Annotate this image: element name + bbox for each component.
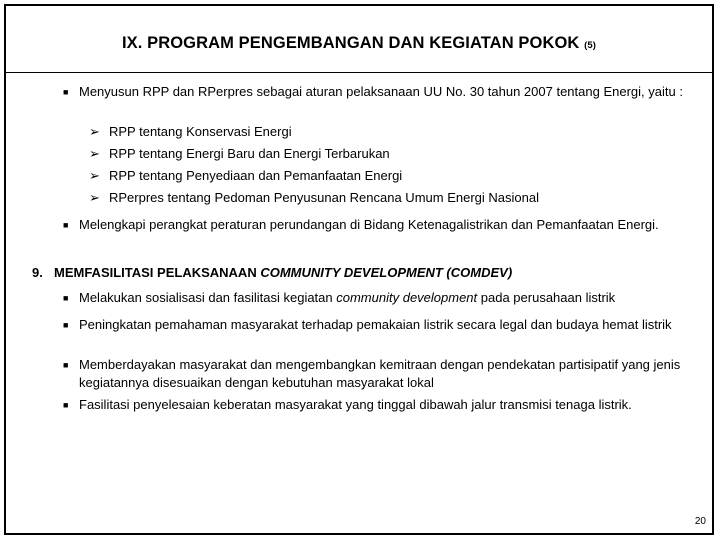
arrow-marker: ➢: [89, 190, 100, 205]
sub-item-energi-baru: RPP tentang Energi Baru dan Energi Terbarukan: [109, 146, 390, 161]
bullet-perangkat-peraturan: Melengkapi perangkat peraturan perundangan di Bidang Ketenagalistrikan dan Pemanfaatan Energi.: [79, 217, 659, 232]
sub-item-rperpres: RPerpres tentang Pedoman Penyusunan Rencana Umum Energi Nasional: [109, 190, 539, 205]
item-sosialisasi-tail: pada perusahaan listrik: [477, 290, 616, 305]
item-sosialisasi: [79, 289, 704, 307]
bullet-marker: ■: [63, 293, 69, 303]
item-fasilitasi-penyelesaian: Fasilitasi penyelesaian keberatan masyarakat yang tinggal dibawah jalur transmisi tenaga listrik.: [79, 397, 632, 412]
title-divider: [6, 72, 712, 73]
sub-item-penyediaan: RPP tentang Penyediaan dan Pemanfaatan Energi: [109, 168, 403, 183]
slide: [4, 4, 714, 535]
item-peningkatan-pemahaman: Peningkatan pemahaman masyarakat terhadap pemakaian listrik secara legal dan budaya hemat listrik: [79, 317, 672, 332]
arrow-marker: ➢: [89, 124, 100, 139]
item-memberdayakan: Memberdayakan masyarakat dan mengembangkan kemitraan dengan pendekatan partisipatif yang jenis kegiatannya disesuaikan dengan kebutuhan masyarakat lokal: [79, 357, 681, 390]
section-9-heading: [32, 264, 512, 282]
slide-title-text: IX. PROGRAM PENGEMBANGAN DAN KEGIATAN POKOK: [121, 34, 580, 52]
bullet-marker: ■: [63, 320, 69, 330]
bullet-marker: ■: [63, 400, 69, 410]
item-sosialisasi-text: Melakukan sosialisasi dan fasilitasi kegiatan: [79, 290, 337, 305]
page-number: 20: [694, 516, 706, 527]
slide-title: [6, 34, 712, 53]
item-sosialisasi-italic: community development: [336, 290, 478, 305]
bullet-marker: ■: [63, 220, 69, 230]
slide-title-suffix: (5): [584, 40, 597, 51]
bullet-rpp-rperpres: Menyusun RPP dan RPerpres sebagai aturan pelaksanaan UU No. 30 tahun 2007 tentang Energi, yaitu :: [79, 84, 683, 99]
bullet-marker: ■: [63, 360, 69, 370]
arrow-marker: ➢: [89, 168, 100, 183]
section-number: 9.: [32, 265, 43, 280]
section-heading-italic: COMMUNITY DEVELOPMENT (COMDEV): [260, 265, 513, 280]
bullet-marker: ■: [63, 87, 69, 97]
section-heading-plain: MEMFASILITASI PELAKSANAAN: [54, 265, 261, 280]
sub-item-konservasi: RPP tentang Konservasi Energi: [109, 124, 292, 139]
arrow-marker: ➢: [89, 146, 100, 161]
